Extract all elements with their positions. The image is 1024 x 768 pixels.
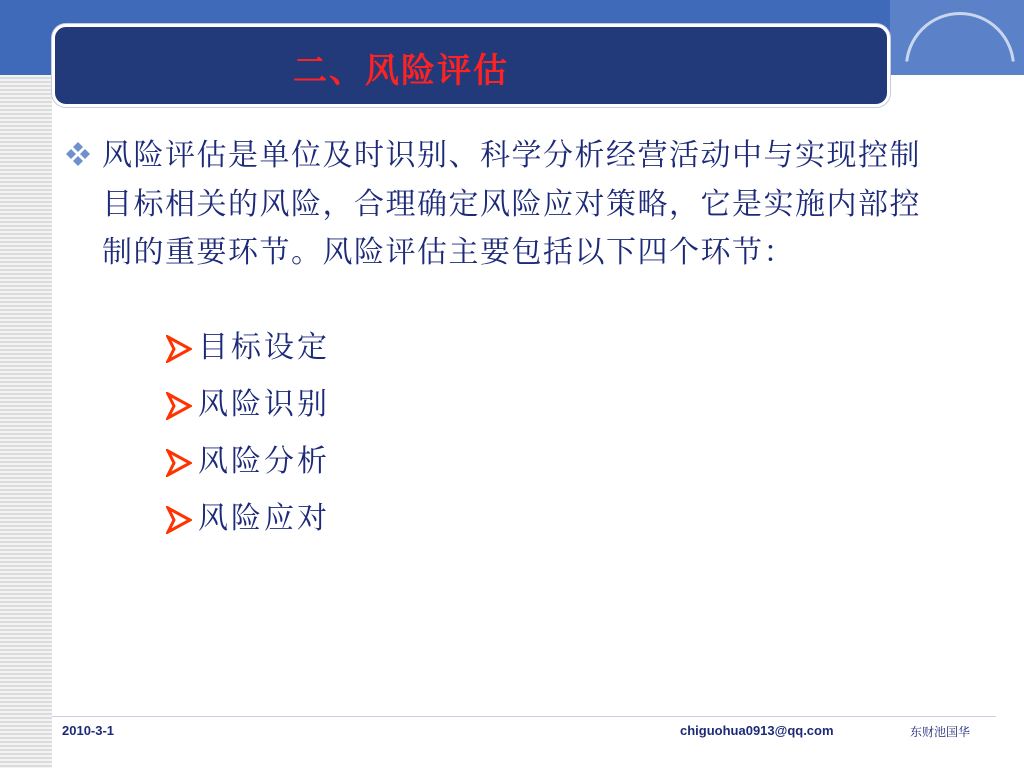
footer-divider (52, 716, 996, 717)
footer-email: chiguohua0913@qq.com (680, 723, 834, 738)
intro-paragraph: 风险评估是单位及时识别、科学分析经营活动中与实现控制目标相关的风险，合理确定风险应对策略，它是实施内部控制的重要环节。风险评估主要包括以下四个环节： (102, 138, 921, 270)
title-bar (52, 24, 890, 107)
step-label: 风险应对 (198, 501, 330, 536)
left-striped-margin (0, 75, 52, 768)
arrowhead-bullet-icon (166, 449, 192, 477)
arrowhead-bullet-icon (166, 392, 192, 420)
footer-date: 2010-3-1 (62, 723, 115, 738)
step-label: 目标设定 (198, 330, 330, 365)
step-label: 风险分析 (198, 444, 330, 479)
slide-title: 二、风险评估 (293, 51, 509, 91)
four-diamond-bullet-icon (62, 138, 94, 170)
footer-author: 东财池国华 (910, 725, 971, 739)
arrowhead-bullet-icon (166, 506, 192, 534)
slide-body (62, 132, 952, 536)
step-label: 风险识别 (198, 387, 330, 422)
arrowhead-bullet-icon (166, 335, 192, 363)
